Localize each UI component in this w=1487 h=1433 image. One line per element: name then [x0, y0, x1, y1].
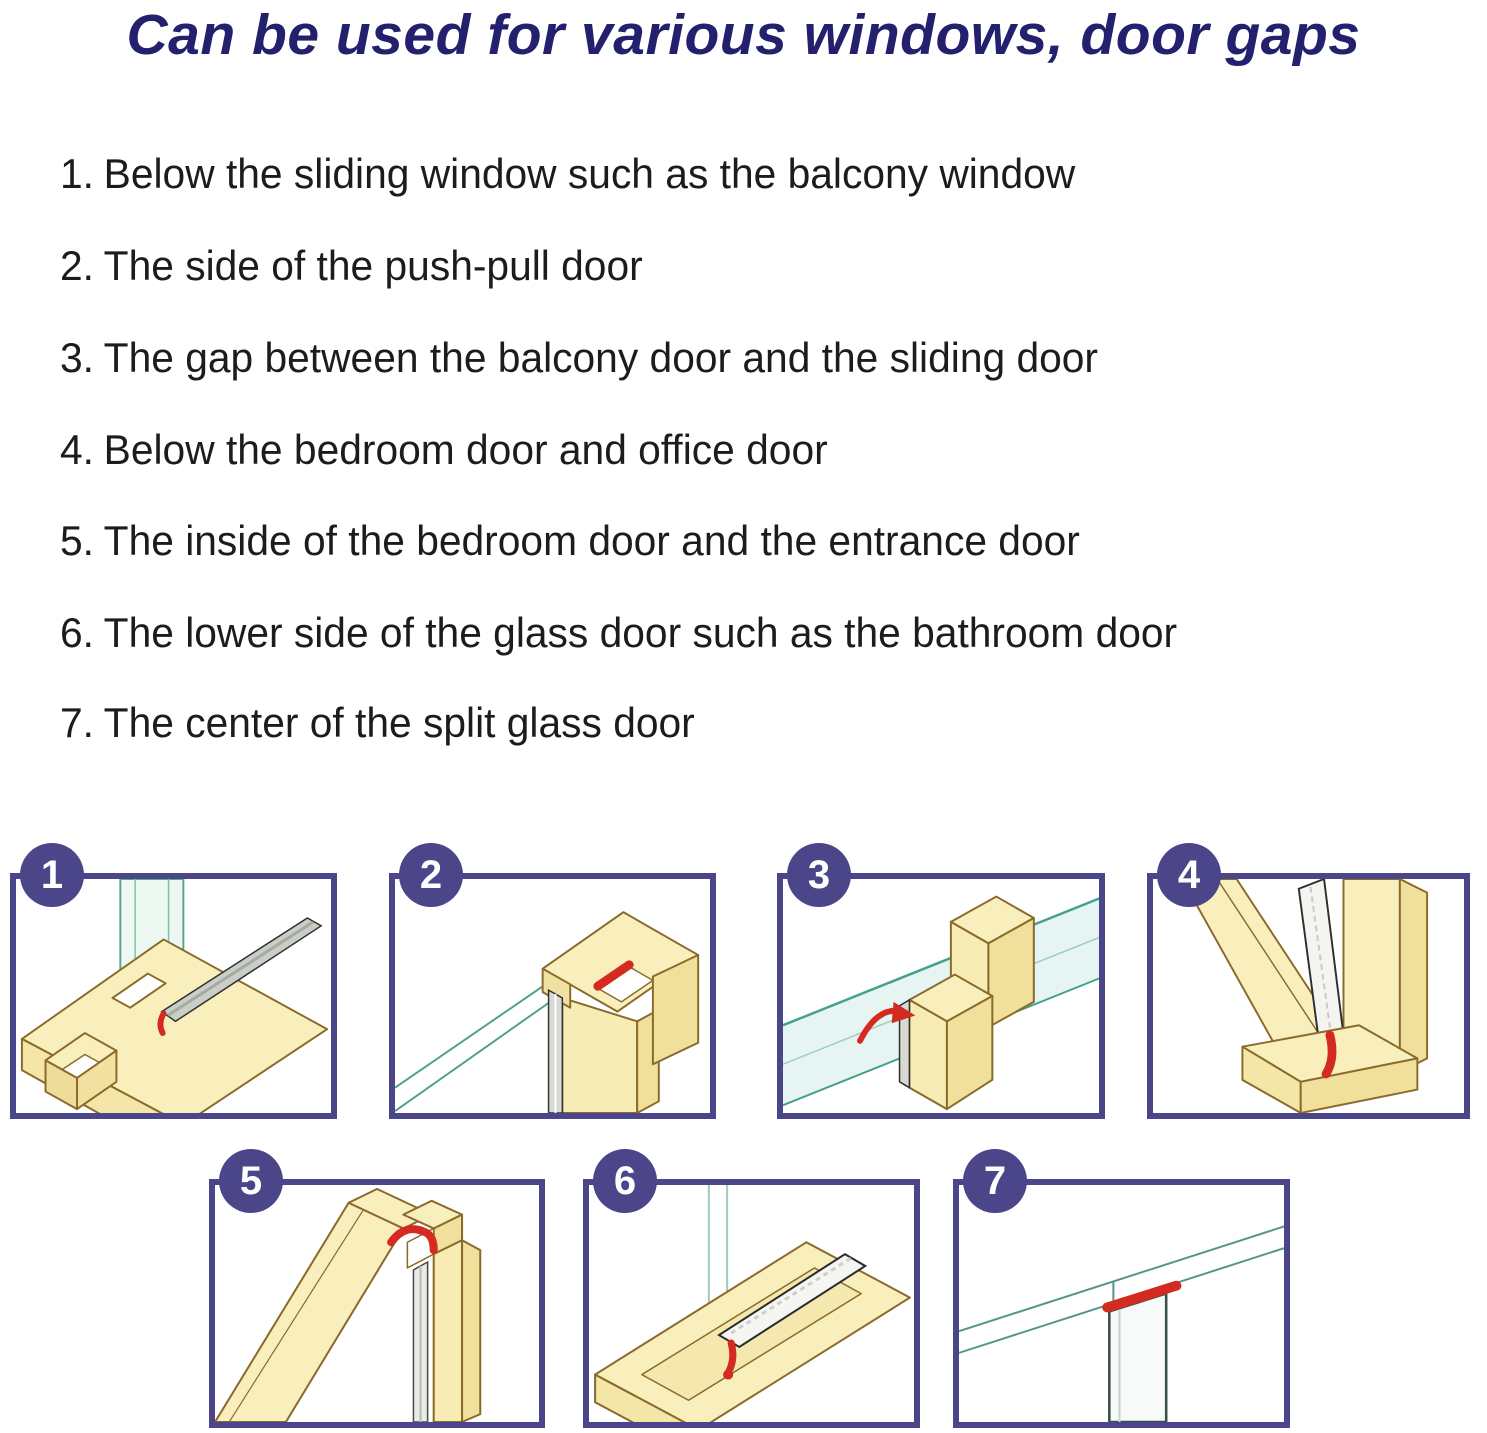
panel-number-badge: 4 — [1157, 843, 1221, 907]
list-item-number: 5. — [60, 517, 94, 564]
door-inside-illustration — [215, 1185, 539, 1422]
list-item-number: 2. — [60, 242, 94, 289]
panel-number-badge: 1 — [20, 843, 84, 907]
list-item — [60, 609, 1177, 657]
glass-door-bottom-illustration — [589, 1185, 914, 1422]
diagram-panel-2 — [389, 853, 716, 1119]
glass-pane — [395, 982, 549, 1087]
list-item-number: 6. — [60, 609, 94, 656]
diagram-panel-7 — [953, 1159, 1290, 1428]
list-item-text: The gap between the balcony door and the sliding door — [103, 334, 1098, 381]
list-item — [60, 426, 828, 474]
list-item-number: 7. — [60, 699, 94, 746]
list-item-text: Below the sliding window such as the balcony window — [103, 150, 1076, 197]
diagram-panel-4 — [1147, 853, 1470, 1119]
seal-strip — [1109, 1294, 1166, 1422]
door-gap-illustration — [783, 879, 1099, 1113]
panel-number-badge: 3 — [787, 843, 851, 907]
door-side-illustration — [395, 879, 710, 1113]
diagram-panel-1 — [10, 853, 337, 1119]
diagram-panel-6 — [583, 1159, 920, 1428]
red-seal-marker — [729, 1343, 733, 1371]
list-item-number: 3. — [60, 334, 94, 381]
wood-frame — [543, 912, 699, 1113]
list-item — [60, 517, 1080, 565]
page-title: Can be used for various windows, door gaps — [126, 3, 1361, 67]
panel-number-badge: 6 — [593, 1149, 657, 1213]
list-item-text: The lower side of the glass door such as the bathroom door — [103, 609, 1178, 656]
panel-number-badge: 2 — [399, 843, 463, 907]
list-item-text: The inside of the bedroom door and the entrance door — [103, 517, 1080, 564]
diagram-panel-3 — [777, 853, 1105, 1119]
red-seal-marker — [160, 1014, 163, 1034]
list-item-number: 4. — [60, 426, 94, 473]
list-item-text: The side of the push-pull door — [103, 242, 643, 289]
panel-number-badge: 5 — [219, 1149, 283, 1213]
list-item — [60, 699, 695, 747]
diagram-panel-5 — [209, 1159, 545, 1428]
split-glass-door-illustration — [959, 1185, 1284, 1422]
wood-posts — [909, 897, 1033, 1110]
list-item — [60, 242, 643, 290]
wood-sill — [22, 939, 327, 1113]
wood-door — [215, 1189, 480, 1422]
window-sill-illustration — [16, 879, 331, 1113]
list-item-text: The center of the split glass door — [103, 699, 695, 746]
door-bottom-illustration — [1153, 879, 1464, 1113]
list-item — [60, 334, 1098, 382]
list-item-text: Below the bedroom door and office door — [103, 426, 828, 473]
list-item-number: 1. — [60, 150, 94, 197]
list-item — [60, 150, 1075, 198]
panel-number-badge: 7 — [963, 1149, 1027, 1213]
